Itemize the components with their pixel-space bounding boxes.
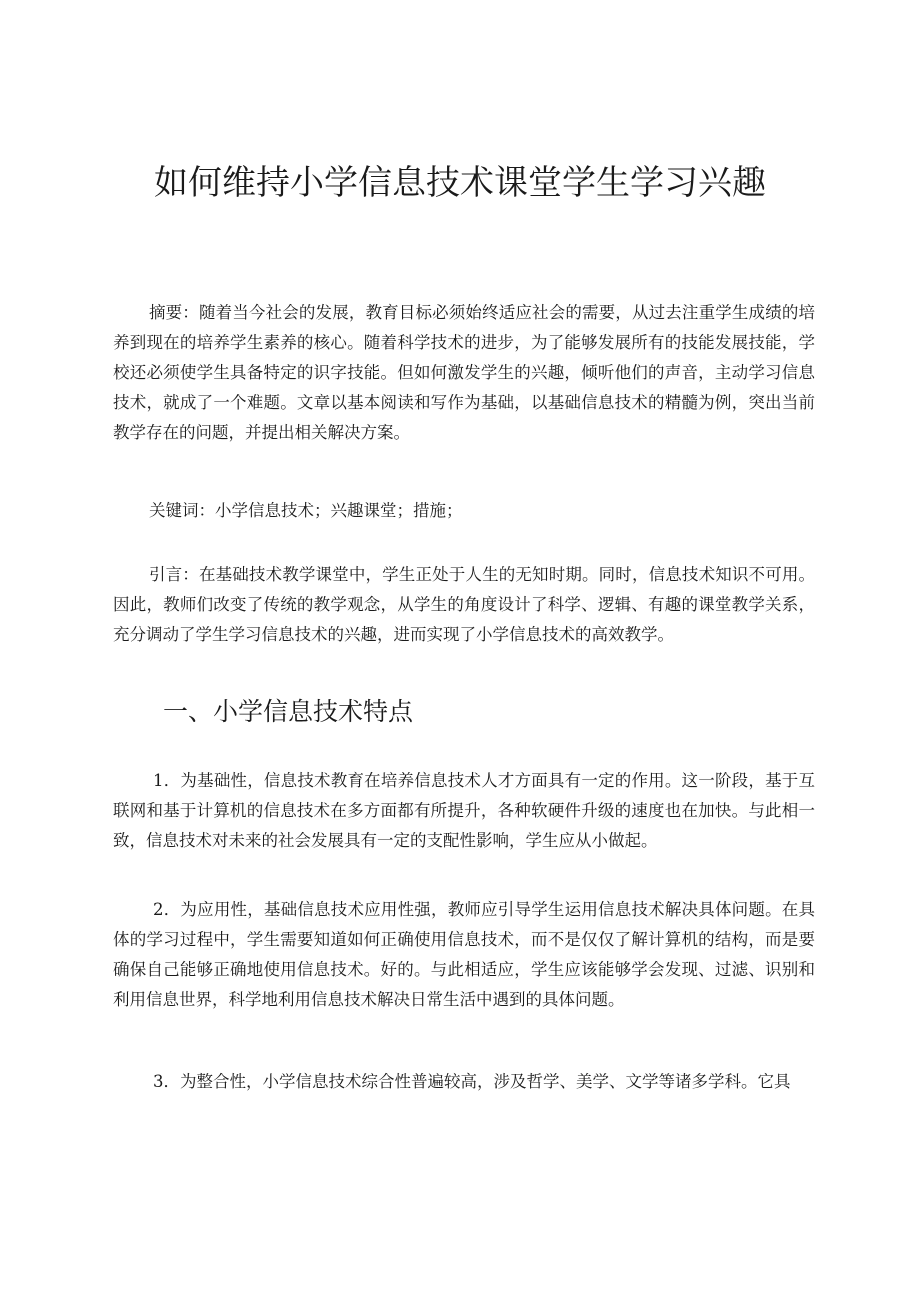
list-item: 1．为基础性，信息技术教育在培养信息技术人才方面具有一定的作用。这一阶段，基于互联网和基于计算机的信息技术在多方面都有所提升，各种软硬件升级的速度也在加快。与此相一致，信息技术对未来的社会发展具有一定的支配性影响，学生应从小做起。 xyxy=(113,771,815,850)
intro-paragraph: 引言：在基础技术教学课堂中，学生正处于人生的无知时期。同时，信息技术知识不可用。因此，教师们改变了传统的教学观念，从学生的角度设计了科学、逻辑、有趣的课堂教学关系，充分调动了学生学习信息技术的兴趣，进而实现了小学信息技术的高效教学。 xyxy=(113,565,815,644)
abstract-paragraph: 摘要：随着当今社会的发展，教育目标必须始终适应社会的需要，从过去注重学生成绩的培养到现在的培养学生素养的核心。随着科学技术的进步，为了能够发展所有的技能发展技能，学校还必须使学生具备特定的识字技能。但如何激发学生的兴趣，倾听他们的声音，主动学习信息技术，就成了一个难题。文章以基本阅读和写作为基础，以基础信息技术的精髓为例，突出当前教学存在的问题，并提出相关解决方案。 xyxy=(113,303,815,442)
section-heading-1: 一、小学信息技术特点 xyxy=(163,697,414,726)
keywords-paragraph: 关键词：小学信息技术；兴趣课堂；措施； xyxy=(149,501,463,520)
list-item: 3．为整合性，小学信息技术综合性普遍较高，涉及哲学、美学、文学等诸多学科。它具 xyxy=(153,1072,791,1091)
document-title: 如何维持小学信息技术课堂学生学习兴趣 xyxy=(154,163,766,203)
list-item: 2．为应用性，基础信息技术应用性强，教师应引导学生运用信息技术解决具体问题。在具体的学习过程中，学生需要知道如何正确使用信息技术，而不是仅仅了解计算机的结构，而是要确保自己能够正确地使用信息技术。好的。与此相适应，学生应该能够学会发现、过滤、识别和利用信息世界，科学地利用信息技术解决日常生活中遇到的具体问题。 xyxy=(113,900,815,1009)
